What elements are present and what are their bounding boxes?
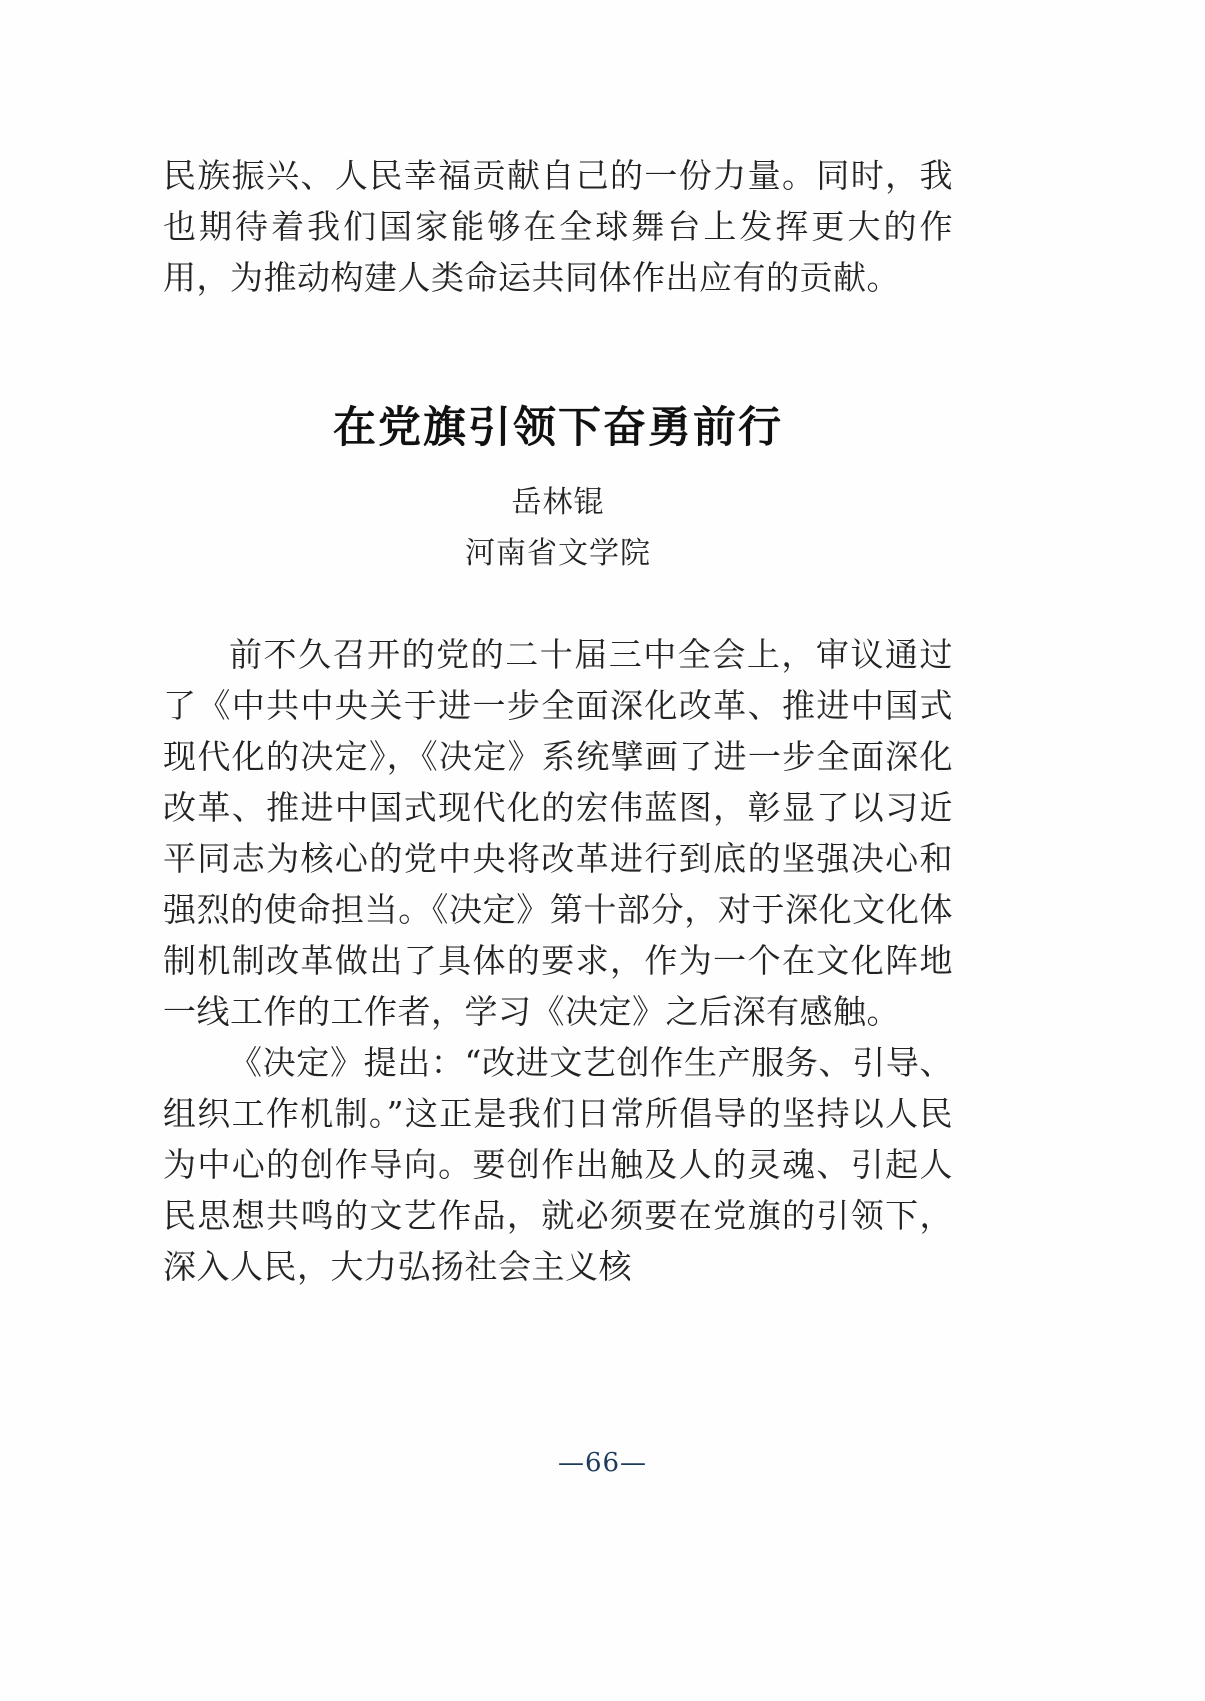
- page-content: [163, 150, 953, 1292]
- article-affiliation: 河南省文学院: [465, 536, 651, 572]
- continued-paragraph: 民族振兴、人民幸福贡献自己的一份力量。同时，我也期待着我们国家能够在全球舞台上发挥更大的作用，为推动构建人类命运共同体作出应有的贡献。: [163, 156, 953, 297]
- article-body: [163, 629, 953, 1292]
- article-paragraph: 《决定》提出：“改进文艺创作生产服务、引导、组织工作机制。”这正是我们日常所倡导的坚持以人民为中心的创作导向。要创作出触及人的灵魂、引起人民思想共鸣的文艺作品，就必须要在党旗的引领下，深入人民，大力弘扬社会主义核: [163, 1043, 953, 1287]
- article-header: [163, 399, 953, 573]
- page-number: —66—: [557, 1448, 648, 1478]
- article-author: 岳林锟: [511, 485, 605, 521]
- article-title: 在党旗引领下奋勇前行: [333, 403, 783, 453]
- article-paragraph: 前不久召开的党的二十届三中全会上，审议通过了《中共中央关于进一步全面深化改革、推进中国式现代化的决定》，《决定》系统擘画了进一步全面深化改革、推进中国式现代化的宏伟蓝图，彰显了以习近平同志为核心的党中央将改革进行到底的坚强决心和强烈的使命担当。《决定》第十部分，对于深化文化体制机制改革做出了具体的要求，作为一个在文化阵地一线工作的工作者，学习《决定》之后深有感触。: [163, 635, 953, 1032]
